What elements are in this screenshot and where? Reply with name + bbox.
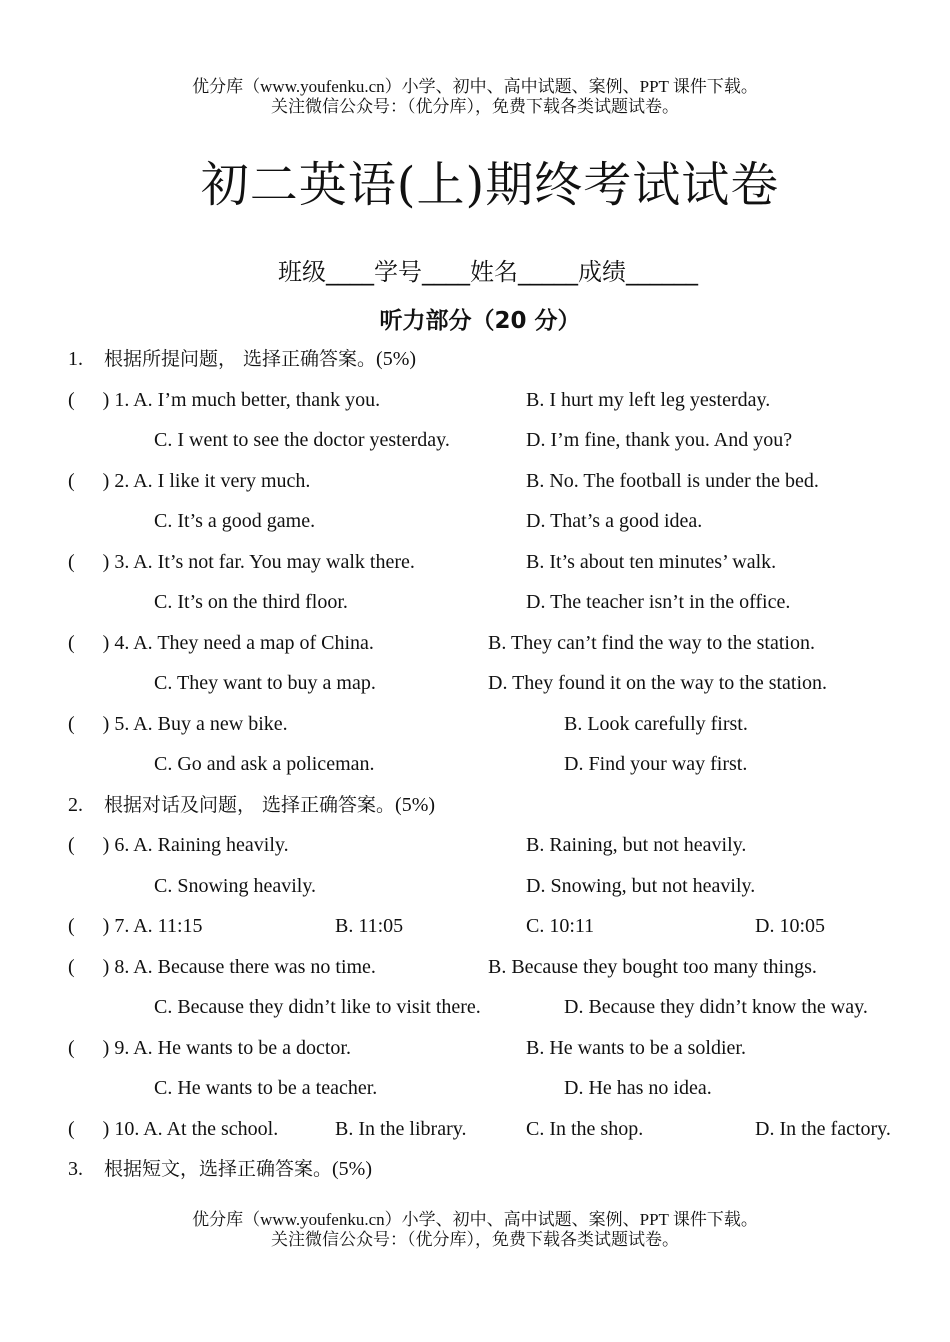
part-number: 2. (68, 794, 83, 816)
part-instruction: 根据对话及问题， 选择正确答案。 (104, 794, 396, 816)
question-row (68, 711, 288, 737)
option-d: D. Find your way first. (564, 753, 748, 775)
option-b: B. In the library. (335, 1118, 467, 1140)
question-row (68, 549, 415, 575)
option-a: 2. A. I like it very much. (114, 470, 311, 492)
part-instruction: 根据所提问题， 选择正确答案。 (104, 348, 377, 370)
part-score: (5%) (395, 794, 436, 816)
option-b: B. It’s about ten minutes’ walk. (526, 551, 777, 573)
option-b: B. Raining, but not heavily. (526, 834, 747, 856)
section-title: 听力部分（20 分） (379, 308, 581, 334)
answer-bracket-close: ) (102, 834, 110, 856)
option-a: 10. A. At the school. (114, 1118, 279, 1140)
part-number: 3. (68, 1158, 83, 1180)
option-c: C. It’s on the third floor. (154, 591, 348, 613)
option-d: D. Snowing, but not heavily. (526, 875, 756, 897)
option-b: B. Look carefully first. (564, 713, 748, 735)
option-b: B. They can’t find the way to the station. (488, 632, 815, 654)
question-row (68, 913, 203, 939)
answer-bracket-open: ( (68, 551, 75, 573)
question-row (68, 468, 310, 494)
answer-bracket-open: ( (68, 632, 75, 654)
option-b: B. 11:05 (335, 915, 404, 937)
part-number: 1. (68, 348, 83, 370)
answer-bracket-close: ) (102, 632, 110, 654)
part-1-heading (68, 346, 416, 372)
option-b: B. He wants to be a soldier. (526, 1037, 746, 1059)
option-c: C. He wants to be a teacher. (154, 1077, 378, 1099)
option-d: D. He has no idea. (564, 1077, 712, 1099)
answer-bracket-close: ) (102, 1037, 110, 1059)
footer-line-1: 优分库（www.youfenku.cn）小学、初中、高中试题、案例、PPT 课件下载。 (192, 1210, 758, 1229)
header-line-1: 优分库（www.youfenku.cn）小学、初中、高中试题、案例、PPT 课件下载。 (192, 77, 758, 96)
option-d: D. 10:05 (755, 915, 825, 937)
option-b: B. I hurt my left leg yesterday. (526, 389, 771, 411)
part-score: (5%) (376, 348, 417, 370)
answer-bracket-close: ) (102, 956, 110, 978)
question-row (68, 954, 376, 980)
header-line-2: 关注微信公众号：（优分库），免费下载各类试题试卷。 (271, 97, 679, 116)
part-2-heading (68, 792, 435, 818)
answer-bracket-open: ( (68, 915, 75, 937)
answer-bracket-open: ( (68, 1037, 75, 1059)
option-c: C. They want to buy a map. (154, 672, 376, 694)
option-d: D. In the factory. (755, 1118, 891, 1140)
part-score: (5%) (332, 1158, 372, 1180)
option-c: C. In the shop. (526, 1118, 644, 1140)
option-d: D. That’s a good idea. (526, 510, 703, 532)
option-b: B. Because they bought too many things. (488, 956, 817, 978)
part-instruction: 根据短文，选择正确答案。 (104, 1158, 333, 1180)
question-row (68, 387, 380, 413)
student-info-line: 班级____学号____姓名_____成绩______ (278, 258, 698, 286)
option-d: D. The teacher isn’t in the office. (526, 591, 791, 613)
option-c: C. I went to see the doctor yesterday. (154, 429, 450, 451)
option-b: B. No. The football is under the bed. (526, 470, 819, 492)
answer-bracket-open: ( (68, 834, 75, 856)
option-a: 3. A. It’s not far. You may walk there. (114, 551, 415, 573)
option-a: 8. A. Because there was no time. (114, 956, 376, 978)
option-a: 9. A. He wants to be a doctor. (114, 1037, 351, 1059)
answer-bracket-close: ) (102, 915, 110, 937)
question-row (68, 630, 374, 656)
question-row (68, 832, 289, 858)
page-title: 初二英语(上)期终考试试卷 (200, 157, 780, 213)
option-a: 4. A. They need a map of China. (114, 632, 374, 654)
answer-bracket-close: ) (102, 713, 110, 735)
option-d: D. Because they didn’t know the way. (564, 996, 868, 1018)
footer-line-2: 关注微信公众号：（优分库），免费下载各类试题试卷。 (271, 1230, 679, 1249)
answer-bracket-close: ) (102, 551, 110, 573)
answer-bracket-close: ) (102, 470, 110, 492)
option-a: 7. A. 11:15 (114, 915, 203, 937)
answer-bracket-open: ( (68, 1118, 75, 1140)
answer-bracket-close: ) (102, 1118, 110, 1140)
question-row (68, 1116, 278, 1142)
part-3-heading (68, 1156, 372, 1182)
answer-bracket-open: ( (68, 713, 75, 735)
question-row (68, 1035, 351, 1061)
option-d: D. I’m fine, thank you. And you? (526, 429, 793, 451)
answer-bracket-open: ( (68, 470, 75, 492)
option-a: 5. A. Buy a new bike. (114, 713, 288, 735)
option-c: C. Snowing heavily. (154, 875, 317, 897)
option-c: C. 10:11 (526, 915, 595, 937)
option-c: C. It’s a good game. (154, 510, 316, 532)
option-c: C. Because they didn’t like to visit there. (154, 996, 481, 1018)
answer-bracket-open: ( (68, 956, 75, 978)
option-d: D. They found it on the way to the station. (488, 672, 828, 694)
option-c: C. Go and ask a policeman. (154, 753, 375, 775)
answer-bracket-open: ( (68, 389, 75, 411)
option-a: 1. A. I’m much better, thank you. (114, 389, 381, 411)
answer-bracket-close: ) (102, 389, 110, 411)
option-a: 6. A. Raining heavily. (114, 834, 289, 856)
